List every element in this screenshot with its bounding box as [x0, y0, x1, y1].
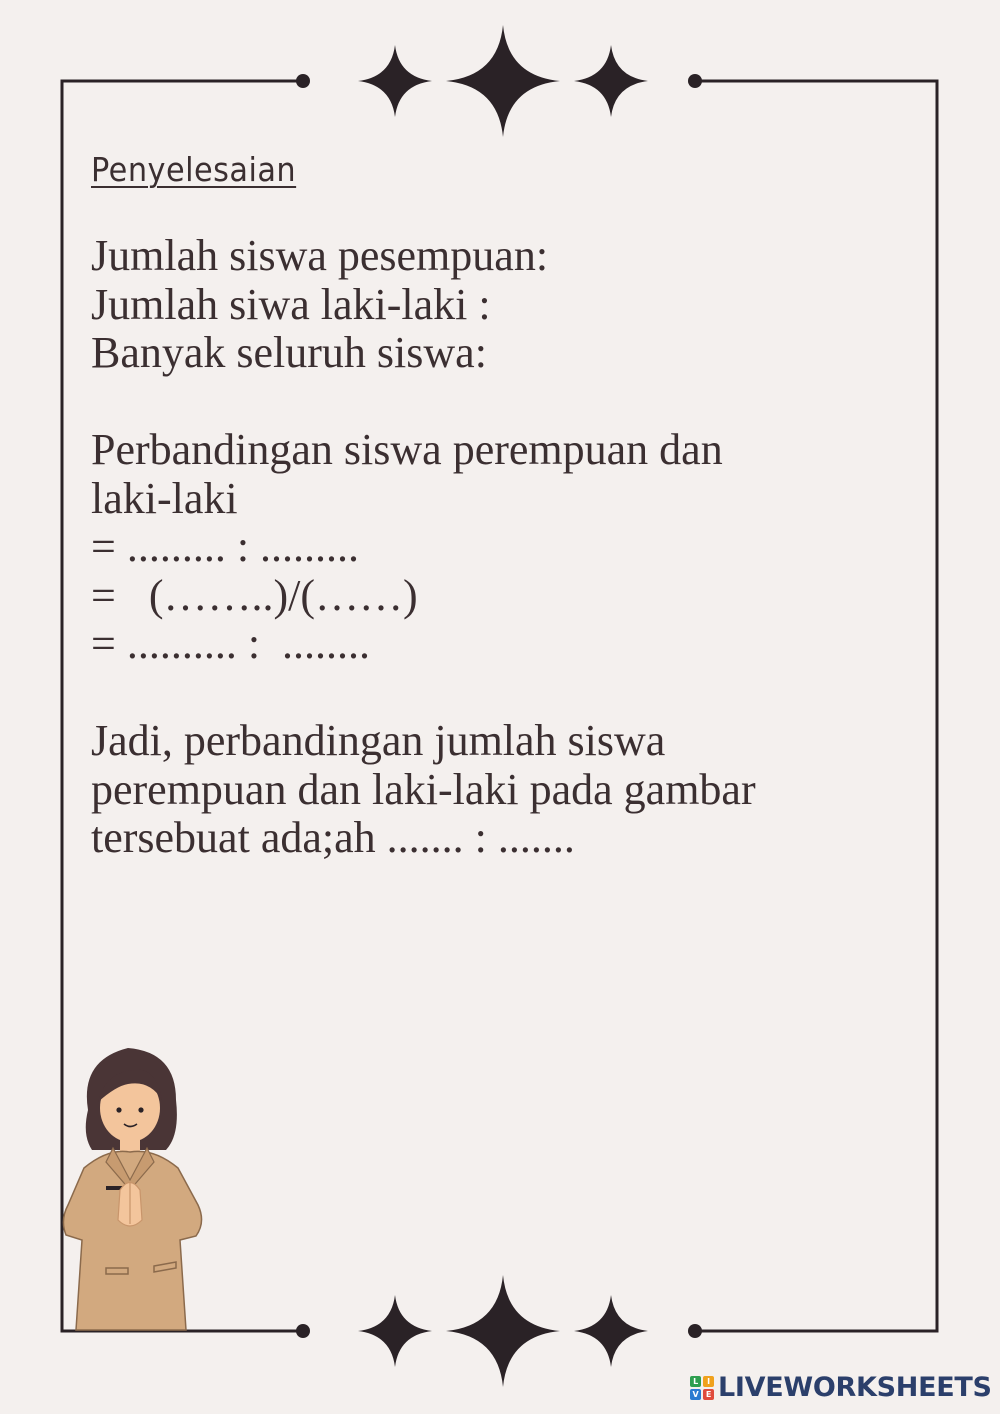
line-jumlah-laki: Jumlah siwa laki-laki : [91, 279, 491, 329]
bottom-sparkles [358, 1275, 648, 1387]
spacer [91, 669, 891, 718]
teacher-illustration [58, 1040, 218, 1340]
line-conclusion-2: perempuan dan laki-laki pada gambar [91, 764, 756, 814]
liveworksheets-brand [690, 1372, 992, 1403]
heading-penyelesaian: Penyelesaian [91, 150, 297, 189]
line-perbandingan-2: laki-laki [91, 473, 238, 523]
line-banyak-seluruh: Banyak seluruh siswa: [91, 328, 487, 377]
top-sparkles [358, 25, 648, 137]
solution-text [91, 232, 891, 863]
line-conclusion-3: tersebuat ada;ah ....... : ....... [91, 813, 575, 862]
brand-name: LIVEWORKSHEETS [718, 1372, 992, 1403]
line-jumlah-perempuan: Jumlah siswa pesempuan: [91, 231, 549, 280]
line-ratio-blank-1: = ......... : ......... [91, 522, 360, 571]
line-fraction-blank: = (……..)/(……) [91, 570, 418, 620]
line-conclusion-1: Jadi, perbandingan jumlah siswa [91, 716, 666, 765]
spacer [91, 378, 891, 427]
liveworksheets-logo-icon: L I V E [690, 1376, 714, 1400]
line-ratio-blank-2: = .......... : ........ [91, 619, 371, 668]
line-perbandingan-1: Perbandingan siswa perempuan dan [91, 425, 723, 474]
